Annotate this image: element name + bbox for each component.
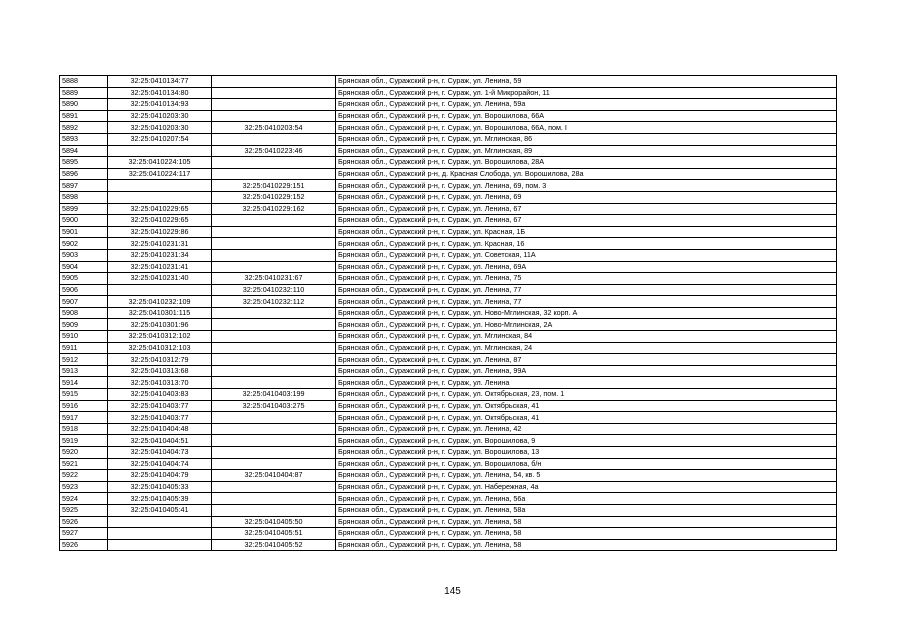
address-cell: Брянская обл., Суражский р-н, г. Сураж, ул. 1-й Микрорайон, 11 [336,87,837,99]
cadastral-number-cell: 32:25:0410403:83 [108,389,212,401]
related-cadastral-number-cell [212,99,336,111]
table-row [60,400,837,412]
table-row [60,412,837,424]
related-cadastral-number-cell: 32:25:0410229:151 [212,180,336,192]
related-cadastral-number-cell: 32:25:0410405:50 [212,516,336,528]
row-number-cell: 5910 [60,331,108,343]
related-cadastral-number-cell: 32:25:0410231:67 [212,273,336,285]
row-number-cell: 5919 [60,435,108,447]
table-row [60,122,837,134]
row-number-cell: 5926 [60,516,108,528]
table-row [60,504,837,516]
address-cell: Брянская обл., Суражский р-н, г. Сураж, ул. Красная, 16 [336,238,837,250]
address-cell: Брянская обл., Суражский р-н, г. Сураж, ул. Ленина, 58а [336,504,837,516]
table-row [60,435,837,447]
row-number-cell: 5917 [60,412,108,424]
row-number-cell: 5904 [60,261,108,273]
cadastral-number-cell: 32:25:0410405:33 [108,481,212,493]
related-cadastral-number-cell [212,412,336,424]
row-number-cell: 5922 [60,470,108,482]
cadastral-number-cell: 32:25:0410404:48 [108,423,212,435]
related-cadastral-number-cell [212,331,336,343]
related-cadastral-number-cell: 32:25:0410405:52 [212,539,336,551]
table-row [60,470,837,482]
cadastral-number-cell: 32:25:0410403:77 [108,400,212,412]
cadastral-number-cell: 32:25:0410313:68 [108,365,212,377]
address-cell: Брянская обл., Суражский р-н, г. Сураж, ул. Ленина, 87 [336,354,837,366]
row-number-cell: 5918 [60,423,108,435]
related-cadastral-number-cell [212,354,336,366]
related-cadastral-number-cell: 32:25:0410403:275 [212,400,336,412]
row-number-cell: 5901 [60,226,108,238]
table-row [60,493,837,505]
address-cell: Брянская обл., Суражский р-н, г. Сураж, ул. Ленина, 58 [336,539,837,551]
related-cadastral-number-cell [212,238,336,250]
table-row [60,87,837,99]
table-row [60,354,837,366]
table-row [60,249,837,261]
table-row [60,157,837,169]
row-number-cell: 5916 [60,400,108,412]
row-number-cell: 5890 [60,99,108,111]
row-number-cell: 5909 [60,319,108,331]
cadastral-number-cell: 32:25:0410404:51 [108,435,212,447]
address-cell: Брянская обл., Суражский р-н, г. Сураж, ул. Ворошилова, 28А [336,157,837,169]
cadastral-number-cell: 32:25:0410134:93 [108,99,212,111]
address-cell: Брянская обл., Суражский р-н, г. Сураж, ул. Ленина, 59 [336,76,837,88]
cadastral-number-cell: 32:25:0410207:54 [108,133,212,145]
row-number-cell: 5914 [60,377,108,389]
address-cell: Брянская обл., Суражский р-н, г. Сураж, ул. Ленина [336,377,837,389]
row-number-cell: 5898 [60,191,108,203]
cadastral-number-cell: 32:25:0410232:109 [108,296,212,308]
cadastral-number-cell [108,284,212,296]
related-cadastral-number-cell [212,458,336,470]
address-cell: Брянская обл., Суражский р-н, г. Сураж, ул. Ворошилова, 66А, пом. I [336,122,837,134]
related-cadastral-number-cell [212,249,336,261]
table-row [60,168,837,180]
related-cadastral-number-cell [212,215,336,227]
table-row [60,133,837,145]
related-cadastral-number-cell [212,76,336,88]
row-number-cell: 5889 [60,87,108,99]
row-number-cell: 5896 [60,168,108,180]
registry-table-body [60,76,837,551]
address-cell: Брянская обл., Суражский р-н, г. Сураж, ул. Ленина, 67 [336,215,837,227]
table-row [60,203,837,215]
address-cell: Брянская обл., Суражский р-н, г. Сураж, ул. Ленина, 77 [336,296,837,308]
table-row [60,342,837,354]
address-cell: Брянская обл., Суражский р-н, г. Сураж, ул. Октябрьская, 41 [336,412,837,424]
related-cadastral-number-cell [212,481,336,493]
table-row [60,447,837,459]
cadastral-number-cell: 32:25:0410313:70 [108,377,212,389]
related-cadastral-number-cell: 32:25:0410232:110 [212,284,336,296]
table-row [60,539,837,551]
cadastral-number-cell: 32:25:0410404:73 [108,447,212,459]
address-cell: Брянская обл., Суражский р-н, г. Сураж, ул. Ленина, 59а [336,99,837,111]
cadastral-number-cell [108,145,212,157]
address-cell: Брянская обл., Суражский р-н, д. Красная Слобода, ул. Ворошилова, 28а [336,168,837,180]
cadastral-number-cell: 32:25:0410134:77 [108,76,212,88]
row-number-cell: 5908 [60,307,108,319]
related-cadastral-number-cell [212,110,336,122]
address-cell: Брянская обл., Суражский р-н, г. Сураж, ул. Мглинская, 84 [336,331,837,343]
table-row [60,261,837,273]
table-row [60,516,837,528]
related-cadastral-number-cell: 32:25:0410405:51 [212,528,336,540]
address-cell: Брянская обл., Суражский р-н, г. Сураж, ул. Ворошилова, 66А [336,110,837,122]
related-cadastral-number-cell [212,377,336,389]
table-row [60,273,837,285]
table-row [60,377,837,389]
cadastral-number-cell: 32:25:0410231:31 [108,238,212,250]
cadastral-number-cell: 32:25:0410229:86 [108,226,212,238]
row-number-cell: 5927 [60,528,108,540]
related-cadastral-number-cell: 32:25:0410203:54 [212,122,336,134]
cadastral-number-cell: 32:25:0410312:102 [108,331,212,343]
cadastral-number-cell: 32:25:0410404:74 [108,458,212,470]
address-cell: Брянская обл., Суражский р-н, г. Сураж, ул. Мглинская, 24 [336,342,837,354]
row-number-cell: 5900 [60,215,108,227]
row-number-cell: 5924 [60,493,108,505]
row-number-cell: 5923 [60,481,108,493]
row-number-cell: 5893 [60,133,108,145]
related-cadastral-number-cell [212,365,336,377]
cadastral-number-cell: 32:25:0410403:77 [108,412,212,424]
related-cadastral-number-cell [212,261,336,273]
address-cell: Брянская обл., Суражский р-н, г. Сураж, ул. Ленина, 69 [336,191,837,203]
row-number-cell: 5915 [60,389,108,401]
cadastral-number-cell [108,539,212,551]
related-cadastral-number-cell [212,435,336,447]
related-cadastral-number-cell: 32:25:0410404:87 [212,470,336,482]
address-cell: Брянская обл., Суражский р-н, г. Сураж, ул. Ленина, 67 [336,203,837,215]
cadastral-number-cell: 32:25:0410301:96 [108,319,212,331]
related-cadastral-number-cell: 32:25:0410232:112 [212,296,336,308]
address-cell: Брянская обл., Суражский р-н, г. Сураж, ул. Ворошилова, 13 [336,447,837,459]
cadastral-number-cell: 32:25:0410224:105 [108,157,212,169]
row-number-cell: 5925 [60,504,108,516]
table-row [60,76,837,88]
cadastral-number-cell: 32:25:0410229:65 [108,215,212,227]
table-row [60,99,837,111]
cadastral-number-cell: 32:25:0410405:39 [108,493,212,505]
registry-table [59,75,837,551]
row-number-cell: 5903 [60,249,108,261]
row-number-cell: 5907 [60,296,108,308]
related-cadastral-number-cell [212,342,336,354]
row-number-cell: 5912 [60,354,108,366]
related-cadastral-number-cell [212,447,336,459]
cadastral-number-cell: 32:25:0410404:79 [108,470,212,482]
cadastral-number-cell: 32:25:0410231:40 [108,273,212,285]
address-cell: Брянская обл., Суражский р-н, г. Сураж, ул. Советская, 11А [336,249,837,261]
table-row [60,319,837,331]
related-cadastral-number-cell [212,133,336,145]
cadastral-number-cell [108,528,212,540]
row-number-cell: 5913 [60,365,108,377]
row-number-cell: 5921 [60,458,108,470]
address-cell: Брянская обл., Суражский р-н, г. Сураж, ул. Ново-Мглинская, 2А [336,319,837,331]
related-cadastral-number-cell: 32:25:0410229:162 [212,203,336,215]
address-cell: Брянская обл., Суражский р-н, г. Сураж, ул. Ленина, 69А [336,261,837,273]
address-cell: Брянская обл., Суражский р-н, г. Сураж, ул. Ленина, 77 [336,284,837,296]
related-cadastral-number-cell: 32:25:0410229:152 [212,191,336,203]
table-row [60,296,837,308]
table-row [60,423,837,435]
row-number-cell: 5892 [60,122,108,134]
row-number-cell: 5888 [60,76,108,88]
cadastral-number-cell: 32:25:0410224:117 [108,168,212,180]
table-row [60,528,837,540]
related-cadastral-number-cell [212,423,336,435]
cadastral-number-cell: 32:25:0410301:115 [108,307,212,319]
address-cell: Брянская обл., Суражский р-н, г. Сураж, ул. Ленина, 58 [336,528,837,540]
row-number-cell: 5894 [60,145,108,157]
address-cell: Брянская обл., Суражский р-н, г. Сураж, ул. Ворошилова, б/н [336,458,837,470]
cadastral-number-cell: 32:25:0410405:41 [108,504,212,516]
row-number-cell: 5905 [60,273,108,285]
address-cell: Брянская обл., Суражский р-н, г. Сураж, ул. Ленина, 58 [336,516,837,528]
table-row [60,110,837,122]
cadastral-number-cell: 32:25:0410231:41 [108,261,212,273]
address-cell: Брянская обл., Суражский р-н, г. Сураж, ул. Красная, 1Б [336,226,837,238]
cadastral-number-cell: 32:25:0410312:103 [108,342,212,354]
address-cell: Брянская обл., Суражский р-н, г. Сураж, ул. Ново-Мглинская, 32 корп. А [336,307,837,319]
row-number-cell: 5891 [60,110,108,122]
address-cell: Брянская обл., Суражский р-н, г. Сураж, ул. Мглинская, 86 [336,133,837,145]
row-number-cell: 5926 [60,539,108,551]
related-cadastral-number-cell [212,157,336,169]
cadastral-number-cell: 32:25:0410203:30 [108,110,212,122]
address-cell: Брянская обл., Суражский р-н, г. Сураж, ул. Ленина, 42 [336,423,837,435]
address-cell: Брянская обл., Суражский р-н, г. Сураж, ул. Октябрьская, 23, пом. 1 [336,389,837,401]
address-cell: Брянская обл., Суражский р-н, г. Сураж, ул. Ленина, 75 [336,273,837,285]
address-cell: Брянская обл., Суражский р-н, г. Сураж, ул. Ворошилова, 9 [336,435,837,447]
table-row [60,458,837,470]
related-cadastral-number-cell: 32:25:0410403:199 [212,389,336,401]
table-row [60,307,837,319]
page-number: 145 [444,586,461,597]
related-cadastral-number-cell [212,504,336,516]
table-row [60,238,837,250]
row-number-cell: 5897 [60,180,108,192]
address-cell: Брянская обл., Суражский р-н, г. Сураж, ул. Мглинская, 89 [336,145,837,157]
cadastral-number-cell [108,191,212,203]
related-cadastral-number-cell: 32:25:0410223:46 [212,145,336,157]
cadastral-number-cell [108,180,212,192]
table-row [60,331,837,343]
table-row [60,365,837,377]
cadastral-number-cell: 32:25:0410312:79 [108,354,212,366]
table-row [60,145,837,157]
table-row [60,481,837,493]
address-cell: Брянская обл., Суражский р-н, г. Сураж, ул. Ленина, 69, пом. 3 [336,180,837,192]
table-row [60,215,837,227]
table-row [60,389,837,401]
row-number-cell: 5895 [60,157,108,169]
cadastral-number-cell: 32:25:0410231:34 [108,249,212,261]
cadastral-number-cell [108,516,212,528]
row-number-cell: 5902 [60,238,108,250]
address-cell: Брянская обл., Суражский р-н, г. Сураж, ул. Ленина, 56а [336,493,837,505]
row-number-cell: 5911 [60,342,108,354]
cadastral-number-cell: 32:25:0410229:65 [108,203,212,215]
related-cadastral-number-cell [212,87,336,99]
table-row [60,226,837,238]
address-cell: Брянская обл., Суражский р-н, г. Сураж, ул. Октябрьская, 41 [336,400,837,412]
related-cadastral-number-cell [212,168,336,180]
address-cell: Брянская обл., Суражский р-н, г. Сураж, ул. Ленина, 99А [336,365,837,377]
table-row [60,191,837,203]
row-number-cell: 5899 [60,203,108,215]
cadastral-number-cell: 32:25:0410203:30 [108,122,212,134]
related-cadastral-number-cell [212,493,336,505]
related-cadastral-number-cell [212,319,336,331]
cadastral-number-cell: 32:25:0410134:80 [108,87,212,99]
row-number-cell: 5920 [60,447,108,459]
related-cadastral-number-cell [212,226,336,238]
address-cell: Брянская обл., Суражский р-н, г. Сураж, ул. Набережная, 4а [336,481,837,493]
table-row [60,284,837,296]
address-cell: Брянская обл., Суражский р-н, г. Сураж, ул. Ленина, 54, кв. 5 [336,470,837,482]
table-row [60,180,837,192]
row-number-cell: 5906 [60,284,108,296]
related-cadastral-number-cell [212,307,336,319]
